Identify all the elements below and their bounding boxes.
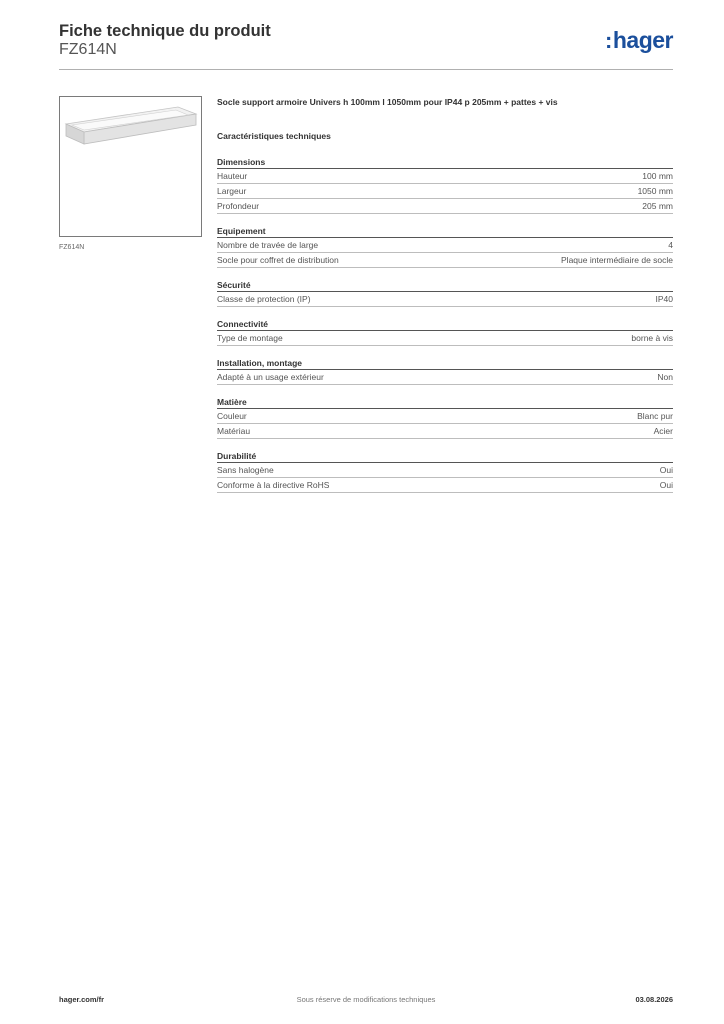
spec-label: Conforme à la directive RoHS	[217, 480, 330, 490]
spec-group	[217, 396, 673, 439]
spec-row	[217, 199, 673, 214]
tech-characteristics-title: Caractéristiques techniques	[217, 131, 331, 141]
spec-value: Acier	[653, 426, 673, 436]
spec-row	[217, 463, 673, 478]
footer-notice: Sous réserve de modifications techniques	[296, 995, 436, 1004]
spec-label: Nombre de travée de large	[217, 240, 319, 250]
spec-value: Blanc pur	[637, 411, 673, 421]
spec-label: Socle pour coffret de distribution	[217, 255, 339, 265]
spec-row	[217, 253, 673, 268]
product-code: FZ614N	[59, 41, 117, 58]
image-caption: FZ614N	[59, 244, 85, 251]
spec-row	[217, 292, 673, 307]
spec-label: Adapté à un usage extérieur	[217, 372, 324, 382]
spec-group	[217, 279, 673, 307]
product-image	[59, 96, 202, 237]
spec-value: 4	[668, 240, 673, 250]
spec-row	[217, 184, 673, 199]
spec-value: IP40	[655, 294, 673, 304]
spec-value: 1050 mm	[637, 186, 673, 196]
footer-website[interactable]: hager.com/fr	[59, 995, 105, 1004]
spec-group	[217, 225, 673, 268]
spec-group-title: Installation, montage	[217, 357, 673, 370]
spec-group-title: Sécurité	[217, 279, 673, 292]
spec-group-title: Dimensions	[217, 156, 673, 169]
spec-group-title: Connectivité	[217, 318, 673, 331]
product-description: Socle support armoire Univers h 100mm l 1050mm pour IP44 p 205mm + pattes + vis	[217, 97, 558, 107]
spec-group	[217, 318, 673, 346]
spec-value: Oui	[659, 480, 673, 490]
page-title: Fiche technique du produit	[59, 22, 271, 40]
page-header	[59, 20, 673, 70]
spec-group	[217, 156, 673, 214]
spec-group-title: Durabilité	[217, 450, 673, 463]
logo-text: hager	[612, 27, 673, 53]
spec-label: Profondeur	[217, 201, 260, 211]
spec-label: Matériau	[217, 426, 251, 436]
spec-row	[217, 238, 673, 253]
spec-label: Hauteur	[217, 171, 248, 181]
spec-label: Type de montage	[217, 333, 283, 343]
footer-date: 03.08.2026	[635, 995, 673, 1004]
spec-row	[217, 424, 673, 439]
spec-value: Oui	[659, 465, 673, 475]
header-divider	[59, 69, 673, 70]
spec-label: Classe de protection (IP)	[217, 294, 311, 304]
spec-value: Non	[657, 372, 673, 382]
hager-logo: :hager	[605, 27, 673, 53]
spec-value: 205 mm	[642, 201, 673, 211]
spec-row	[217, 169, 673, 184]
spec-group	[217, 450, 673, 493]
spec-row	[217, 478, 673, 493]
spec-label: Couleur	[217, 411, 247, 421]
spec-group-title: Equipement	[217, 225, 673, 238]
spec-label: Sans halogène	[217, 465, 274, 475]
spec-group-title: Matière	[217, 396, 673, 409]
spec-row	[217, 331, 673, 346]
spec-group	[217, 357, 673, 385]
spec-value: Plaque intermédiaire de socle	[561, 255, 673, 265]
spec-row	[217, 370, 673, 385]
spec-label: Largeur	[217, 186, 247, 196]
characteristics-groups	[217, 156, 673, 493]
spec-value: borne à vis	[631, 333, 673, 343]
product-illustration	[60, 97, 201, 236]
spec-row	[217, 409, 673, 424]
spec-value: 100 mm	[642, 171, 673, 181]
product-details	[217, 96, 673, 493]
